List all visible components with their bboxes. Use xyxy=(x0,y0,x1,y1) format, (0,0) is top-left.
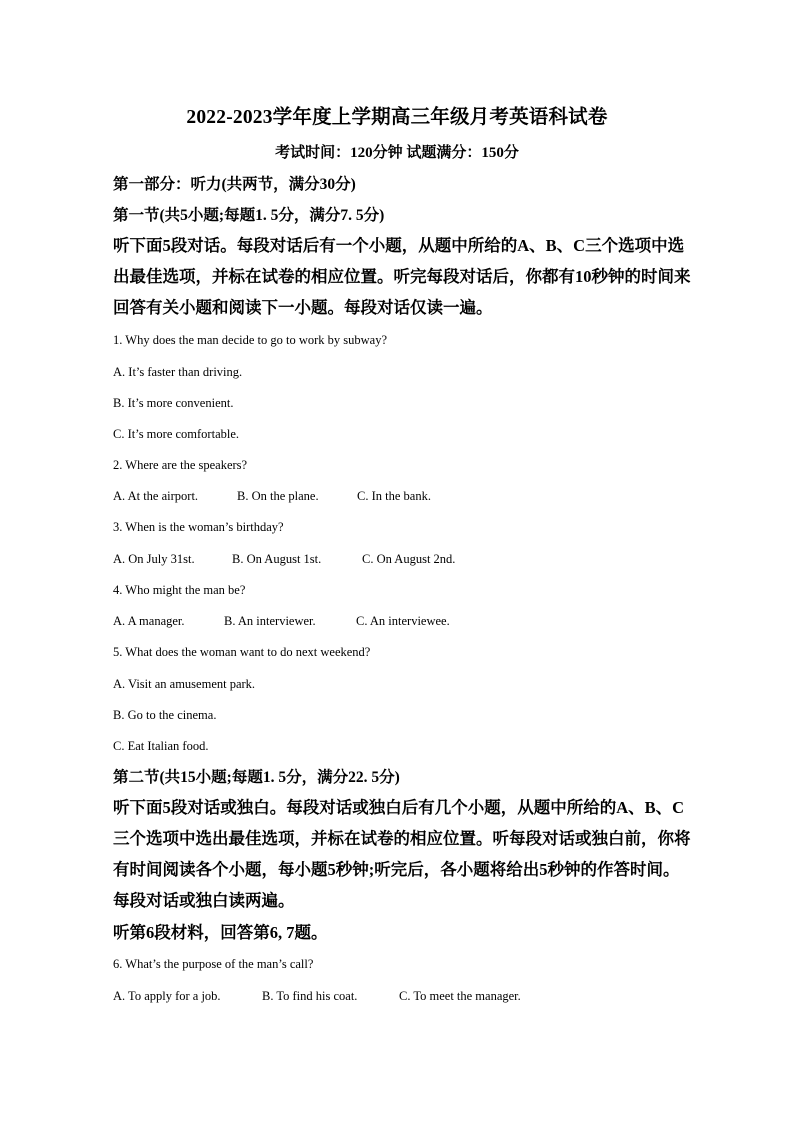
question-4-option-b: B. An interviewer. xyxy=(224,614,316,628)
section1-instruction-line: 回答有关小题和阅读下一小题。每段对话仅读一遍。 xyxy=(113,298,493,317)
question-3-options xyxy=(113,553,455,566)
question-1-option-c: C. It’s more comfortable. xyxy=(113,427,240,441)
section1-heading: 第一节(共5小题;每题1. 5分，满分7. 5分) xyxy=(113,207,385,224)
exam-title: 2022-2023学年度上学期高三年级月考英语科试卷 xyxy=(186,107,608,128)
section1-instruction-line: 听下面5段对话。每段对话后有一个小题，从题中所给的A、B、C三个选项中选 xyxy=(113,236,685,255)
section2-instruction-line: 每段对话或独白读两遍。 xyxy=(113,891,295,910)
question-6-options xyxy=(113,990,521,1003)
question-6-option-a: A. To apply for a job. xyxy=(113,989,221,1003)
question-3-option-c: C. On August 2nd. xyxy=(362,552,456,566)
question-2: 2. Where are the speakers? xyxy=(113,458,248,472)
section2-instruction-line: 听下面5段对话或独白。每段对话或独白后有几个小题，从题中所给的A、B、C xyxy=(113,798,685,817)
question-5: 5. What does the woman want to do next weekend? xyxy=(113,645,371,659)
material-6-heading: 听第6段材料，回答第6, 7题。 xyxy=(113,923,328,942)
question-4: 4. Who might the man be? xyxy=(113,583,246,597)
question-3: 3. When is the woman’s birthday? xyxy=(113,520,284,534)
part1-heading: 第一部分：听力(共两节，满分30分) xyxy=(113,176,356,193)
question-4-option-c: C. An interviewee. xyxy=(356,614,450,628)
question-5-option-b: B. Go to the cinema. xyxy=(113,708,217,722)
question-2-option-a: A. At the airport. xyxy=(113,489,199,503)
question-6-option-c: C. To meet the manager. xyxy=(399,989,521,1003)
question-1: 1. Why does the man decide to go to work by subway? xyxy=(113,333,388,347)
question-1-option-b: B. It’s more convenient. xyxy=(113,396,234,410)
section2-heading: 第二节(共15小题;每题1. 5分，满分22. 5分) xyxy=(113,769,400,786)
question-6: 6. What’s the purpose of the man’s call? xyxy=(113,957,314,971)
question-2-option-b: B. On the plane. xyxy=(237,489,319,503)
question-2-options xyxy=(113,490,431,503)
question-6-option-b: B. To find his coat. xyxy=(262,989,358,1003)
section2-instruction-line: 有时间阅读各个小题，每小题5秒钟;听完后，各小题将给出5秒钟的作答时间。 xyxy=(113,860,680,879)
section2-instruction-line: 三个选项中选出最佳选项，并标在试卷的相应位置。听每段对话或独白前，你将 xyxy=(113,829,691,848)
question-1-option-a: A. It’s faster than driving. xyxy=(113,365,243,379)
question-4-options xyxy=(113,615,450,628)
question-5-option-c: C. Eat Italian food. xyxy=(113,739,209,753)
section1-instruction-line: 出最佳选项，并标在试卷的相应位置。听完每段对话后，你都有10秒钟的时间来 xyxy=(113,267,691,286)
question-3-option-a: A. On July 31st. xyxy=(113,552,195,566)
question-2-option-c: C. In the bank. xyxy=(357,489,431,503)
question-5-option-a: A. Visit an amusement park. xyxy=(113,677,256,691)
question-4-option-a: A. A manager. xyxy=(113,614,185,628)
exam-subtitle: 考试时间：120分钟 试题满分：150分 xyxy=(275,145,519,161)
question-3-option-b: B. On August 1st. xyxy=(232,552,322,566)
